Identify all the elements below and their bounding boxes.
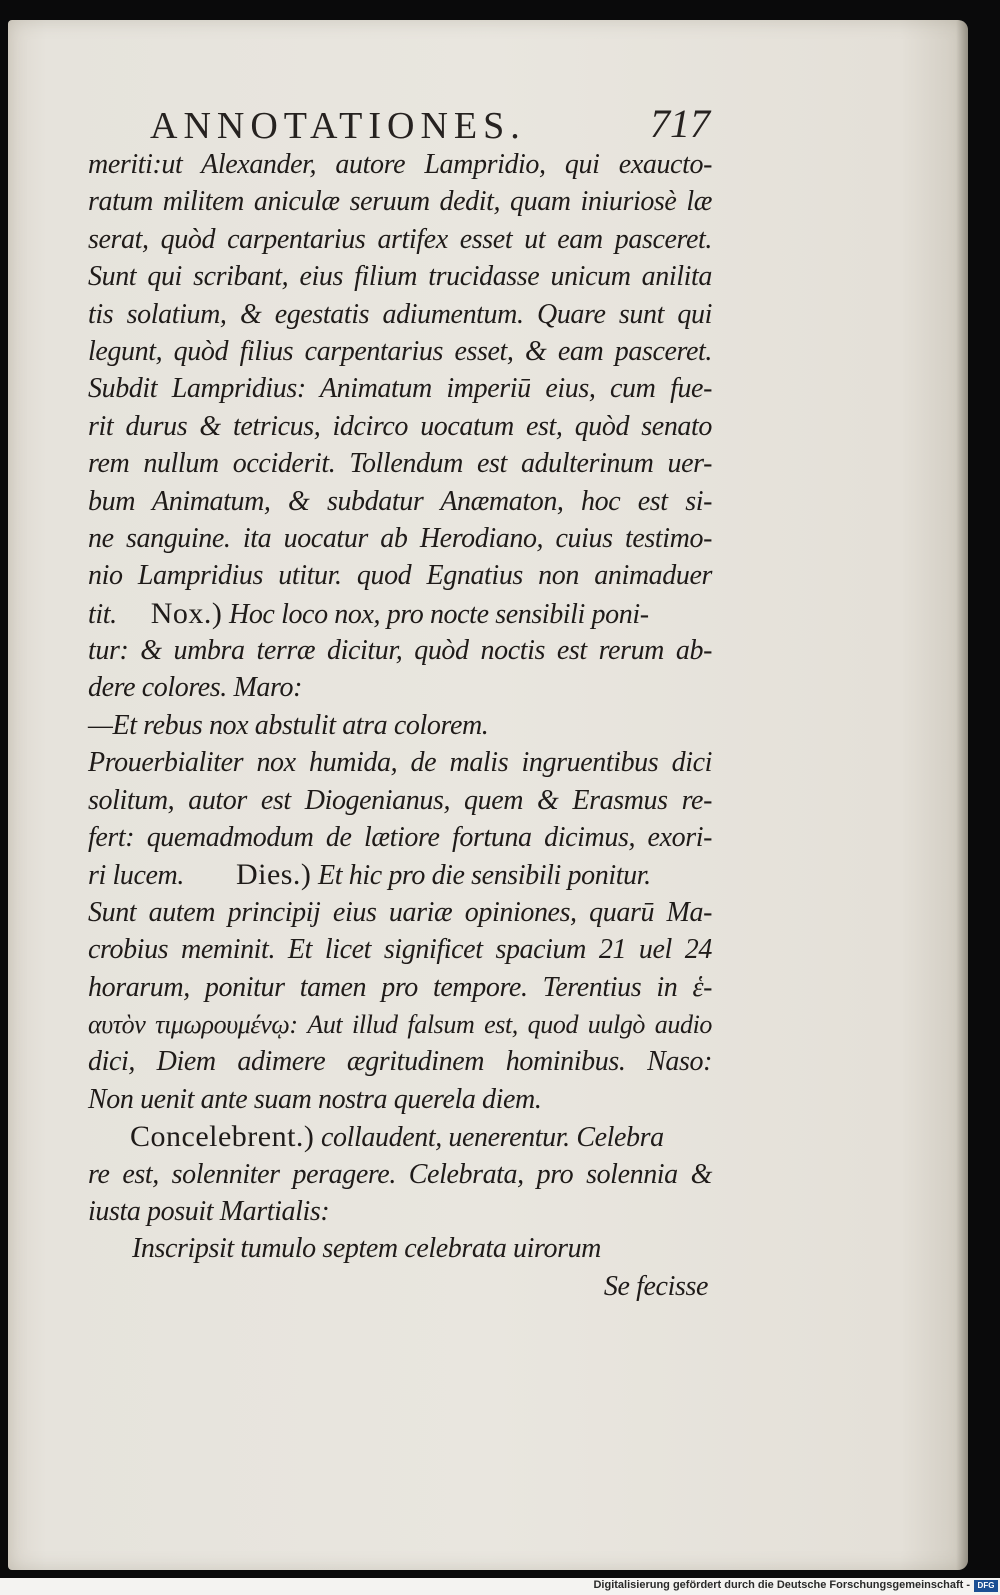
text-line: crobius meminit. Et licet significet spacium 21 uel 24: [88, 934, 712, 966]
text-line: ne sanguine. ita uocatur ab Herodiano, cuius testimo-: [88, 522, 712, 554]
text-line: dere colores. Maro:: [88, 672, 303, 704]
text-line: re est, solenniter peragere. Celebrata, pro solennia &: [88, 1158, 712, 1190]
text-line: fert: quemadmodum de lætiore fortuna dicimus, exori-: [88, 822, 712, 854]
text-fragment: ri lucem.: [88, 860, 184, 892]
text-line: rit durus & tetricus, idcirco uocatum est, quòd senato: [88, 410, 712, 442]
text-line: solitum, autor est Diogenianus, quem & Erasmus re-: [88, 784, 712, 816]
text-line: Prouerbialiter nox humida, de malis ingruentibus dici: [88, 747, 712, 779]
text-line: serat, quòd carpentarius artifex esset ut eam pasceret.: [88, 223, 712, 255]
catchword: Se fecisse: [603, 1270, 708, 1302]
text-fragment: Et hic pro die sensibili ponitur.: [318, 860, 651, 892]
text-line: meriti:ut Alexander, autore Lampridio, qui exaucto-: [88, 149, 712, 180]
running-head: [150, 94, 710, 147]
text-fragment: Hoc loco nox, pro nocte sensibili poni-: [229, 598, 649, 630]
page-edge-shadow: [956, 20, 968, 1570]
text-fragment: tit.: [88, 598, 117, 630]
text-line: Sunt autem principij eius uariæ opiniones, quarū Ma-: [88, 896, 712, 928]
text-line: αυτὸν τιμωρουμένῳ: Aut illud falsum est, quod uulgò audio: [88, 1009, 712, 1039]
text-line: bum Animatum, & subdatur Anæmaton, hoc est si-: [88, 485, 712, 517]
lemma-heading: Dies.): [235, 858, 312, 892]
running-head-title: ANNOTATIONES.: [150, 105, 526, 147]
text-line: [88, 1118, 712, 1155]
text-line: horarum, ponitur tamen pro tempore. Terentius in ἑ-: [88, 971, 712, 1003]
text-line: legunt, quòd filius carpentarius esset, & eam pasceret.: [88, 335, 712, 367]
text-line: rem nullum occiderit. Tollendum est adulterinum uer-: [88, 448, 712, 480]
lemma-heading: Nox.): [150, 596, 223, 630]
text-line: tur: & umbra terræ dicitur, quòd noctis est rerum ab-: [88, 635, 712, 667]
text-line: tis solatium, & egestatis adiumentum. Quare sunt qui: [88, 298, 712, 330]
text-line: Sunt qui scribant, eius filium trucidasse unicum anilita: [88, 261, 712, 293]
quotation-line: Inscripsit tumulo septem celebrata uirorum: [132, 1233, 602, 1265]
footer-credit: Digitalisierung gefördert durch die Deutsche Forschungsgemeinschaft -: [593, 1579, 970, 1591]
text-line: [88, 595, 712, 632]
quotation-line: Non uenit ante suam nostra querela diem.: [88, 1083, 542, 1115]
footer-bar: [0, 1578, 1000, 1595]
text-line: [88, 856, 712, 893]
text-line: nio Lampridius utitur. quod Egnatius non animaduer: [88, 560, 712, 592]
text-fragment: collaudent, uenerentur. Celebra: [321, 1122, 664, 1154]
text-line: dici, Diem adimere ægritudinem hominibus. Naso:: [88, 1046, 712, 1078]
lemma-heading: Concelebrent.): [130, 1120, 315, 1154]
text-line: ratum militem aniculæ seruum dedit, quam iniuriosè læ: [88, 186, 712, 218]
text-line: Subdit Lampridius: Animatum imperiū eius, cum fue-: [88, 373, 712, 405]
page-number: 717: [650, 101, 710, 146]
quotation-line: —Et rebus nox abstulit atra colorem.: [88, 709, 489, 741]
dfg-logo: DFG: [974, 1580, 998, 1592]
body-text: [88, 146, 712, 1305]
text-line: iusta posuit Martialis:: [88, 1195, 330, 1227]
